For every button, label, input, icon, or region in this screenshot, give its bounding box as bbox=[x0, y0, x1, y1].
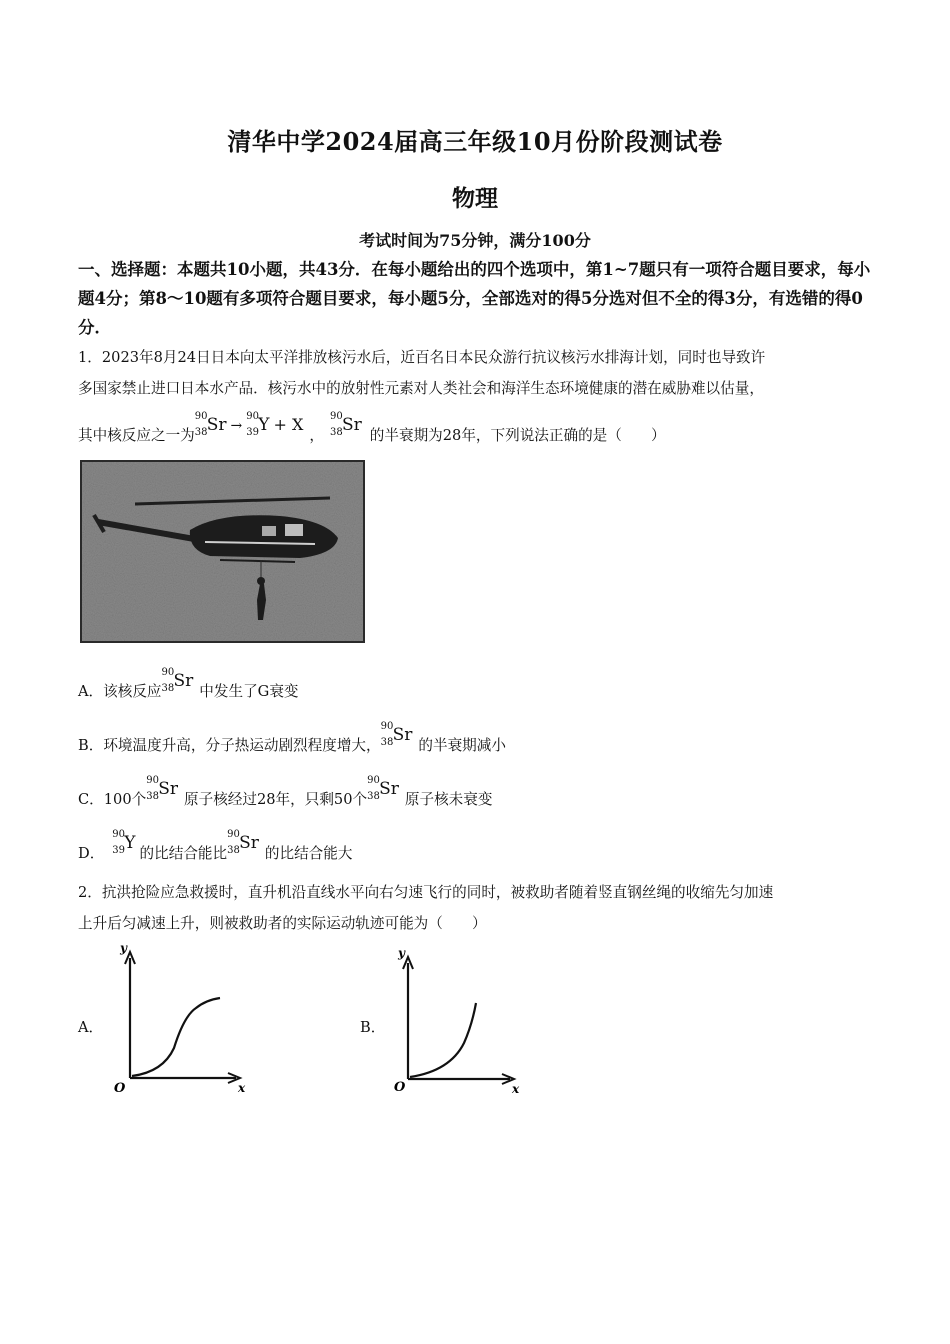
q1-text-line3 bbox=[78, 411, 666, 445]
nuclide-sr: 90 38 Sr bbox=[161, 667, 194, 694]
nuclide-sr: 90 38 Sr bbox=[330, 411, 362, 438]
q1-text-line2: 多国家禁止进口日本水产品．核污水中的放射性元素对人类社会和海洋生态环境健康的潜在威胁难以估量， bbox=[78, 380, 764, 397]
origin-label: O bbox=[114, 1081, 126, 1095]
q1-option-c[interactable]: C．100个 90 38 Sr原子核经过28年，只剩50个 90 38 Sr原子核未衰变 bbox=[78, 775, 493, 808]
nuclide-y: 90 39 Y bbox=[246, 411, 270, 438]
q2-graph-b bbox=[388, 945, 528, 1095]
q1-text-line1: 1．2023年8月24日日本向太平洋排放核污水后，近百名日本民众游行抗议核污水排海计划，同时也导致许 bbox=[78, 349, 766, 366]
q2-text-line1: 2．抗洪抢险应急救援时，直升机沿直线水平向右匀速飞行的同时，被救助者随着竖直钢丝绳的收缩先匀加速 bbox=[78, 884, 774, 901]
nuclide-sr: 90 38 Sr bbox=[227, 829, 259, 856]
plus-x: + X bbox=[273, 415, 304, 434]
q2-option-a-label[interactable]: A． bbox=[78, 1019, 104, 1036]
nuclide-sr: 90 38 Sr bbox=[367, 775, 399, 802]
q2-text-line2: 上升后匀减速上升，则被救助者的实际运动轨迹可能为（ ） bbox=[78, 915, 487, 932]
q1-option-b[interactable]: B．环境温度升高，分子热运动剧烈程度增大， 90 38 Sr的半衰期减小 bbox=[78, 721, 506, 754]
nuclide-sr: 90 38 Sr bbox=[146, 775, 178, 802]
x-axis-label: x bbox=[512, 1082, 520, 1095]
nuclide-sr: 90 38 Sr bbox=[194, 411, 227, 438]
nuclide-y: 90 39 Y bbox=[112, 829, 136, 856]
section-heading: 一、选择题：本题共10小题，共43分．在每小题给出的四个选项中，第1~7题只有一项符合题目要求，每小题4分；第8～10题有多项符合题目要求，每小题5分，全部选对的得5分选对但不全的得3分，有选错的得0分． bbox=[78, 260, 871, 337]
exam-info: 考试时间为75分钟，满分100分 bbox=[359, 231, 591, 250]
q2-option-b-label[interactable]: B． bbox=[360, 1019, 386, 1036]
nuclide-sr: 90 38 Sr bbox=[380, 721, 413, 748]
arrow: → bbox=[230, 418, 243, 434]
subject-title: 物理 bbox=[452, 185, 498, 212]
q1-option-a[interactable]: A．该核反应 90 38 Sr中发生了G衰变 bbox=[78, 667, 299, 700]
exam-title: 清华中学2024届高三年级10月份阶段测试卷 bbox=[227, 127, 723, 156]
q1-option-d[interactable]: D． 90 39 Y的比结合能比 90 38 Sr的比结合能大 bbox=[78, 829, 353, 862]
y-axis-label: y bbox=[398, 946, 405, 960]
comma: ， bbox=[309, 427, 325, 444]
q2-graph-a bbox=[108, 940, 248, 1095]
x-axis-label: x bbox=[238, 1081, 246, 1095]
origin-label: O bbox=[394, 1080, 406, 1095]
y-axis-label: y bbox=[120, 941, 127, 955]
trajectory-curve bbox=[132, 998, 220, 1076]
q1-line3-lead: 其中核反应之一为 bbox=[78, 427, 195, 444]
q1-line3-tail: 的半衰期为28年，下列说法正确的是（ ） bbox=[369, 427, 666, 444]
trajectory-curve bbox=[410, 1003, 476, 1077]
helicopter-photo bbox=[80, 460, 365, 643]
